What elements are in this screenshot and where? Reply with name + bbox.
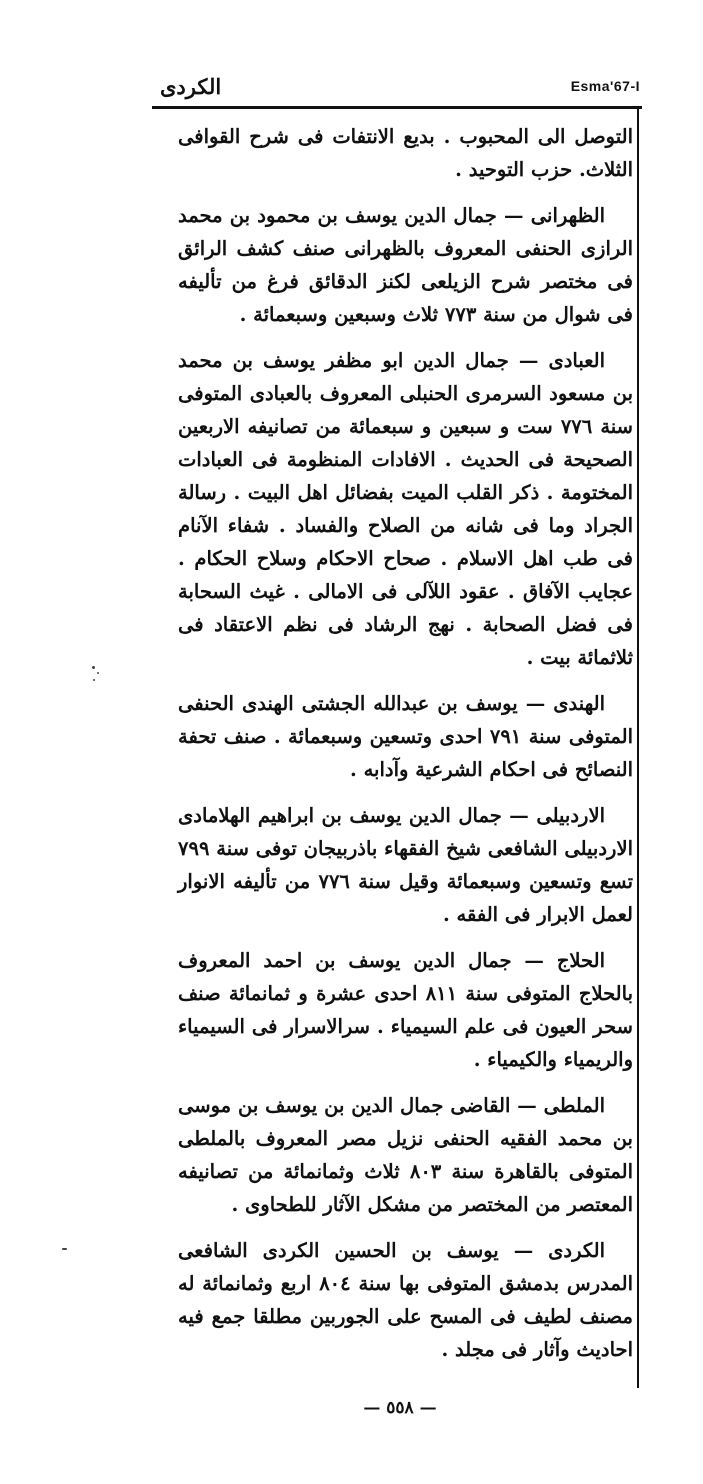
running-head: الكردى <box>160 74 222 99</box>
scan-speck <box>92 666 95 669</box>
page-number: — ٥٥٨ — <box>363 1398 437 1418</box>
entry-hindi: الهندى — يوسف بن عبدالله الجشتى الهندى الحنفى المتوفى سنة ٧٩١ احدى وتسعين وسبعمائة . صنف تحفة النصائح فى احكام الشرعية وآدابه . <box>178 692 633 781</box>
header-rule <box>152 106 642 109</box>
entry-ardabili: الاردبيلى — جمال الدين يوسف بن ابراهيم الهلامادى الاردبيلى الشافعى شيخ الفقهاء باذربيجان توفى سنة ٧٩٩ تسع وتسعين وسبعمائة وقيل سنة ٧٧٦ من تأليفه الانوار لعمل الابرار فى الفقه . <box>178 804 633 926</box>
entry-kurdi: الكردى — يوسف بن الحسين الكردى الشافعى المدرس بدمشق المتوفى بها سنة ٨٠٤ اربع وثمانمائة له مصنف لطيف فى المسح على الجوربين مطلقا جمع فيه احاديث وآثار فى مجلد . <box>178 1239 633 1361</box>
entry-continuation: التوصل الى المحبوب . بديع الانتفات فى شرح القوافى الثلاث. حزب التوحيد . <box>178 125 633 181</box>
scan-speck <box>93 679 95 681</box>
body-text <box>178 120 633 1366</box>
entry-malati: الملطى — القاضى جمال الدين بن يوسف بن موسى بن محمد الفقيه الحنفى نزيل مصر المعروف بالملطى المتوفى بالقاهرة سنة ٨٠٣ ثلاث وثمانمائة من تصانيفه المعتصر من المختصر من مشكل الآثار للطحاوى . <box>178 1094 633 1216</box>
page-header <box>150 74 642 102</box>
entry-zahrani: الظهرانى — جمال الدين يوسف بن محمود بن محمد الرازى الحنفى المعروف بالظهرانى صنف كشف الرائق فى مختصر شرح الزيلعى لكنز الدقائق فرغ من تأليفه فى شوال من سنة ٧٧٣ ثلاث وسبعين وسبعمائة . <box>178 204 633 326</box>
catalog-code: Esma'67-I <box>570 78 640 94</box>
entry-hallaj: الحلاج — جمال الدين يوسف بن احمد المعروف بالحلاج المتوفى سنة ٨١١ احدى عشرة و ثمانمائة صنف سحر العيون فى علم السيمياء . سرالاسرار فى السيمياء والريمياء والكيمياء . <box>178 949 633 1071</box>
scan-speck <box>62 1248 67 1250</box>
entry-abbadi: العبادى — جمال الدين ابو مظفر يوسف بن محمد بن مسعود السرمرى الحنبلى المعروف بالعبادى المتوفى سنة ٧٧٦ ست و سبعين و سبعمائة من تصانيفه الاربعين الصحيحة فى الحديث . الافادات المنظومة فى العبادات المختومة . ذكر القلب الميت بفضائل اهل البيت . رسالة الجراد وما فى شانه من الصلاح والفساد . شفاء الآنام فى طب اهل الاسلام . صحاح الاحكام وسلاح الحكام . عجايب الآفاق . عقود اللآلى فى الامالى . غيث السحابة فى فضل الصحابة . نهج الرشاد فى نظم الاعتقاد فى ثلاثمائة بيت . <box>178 349 633 669</box>
scan-speck <box>97 672 99 674</box>
margin-rule <box>637 106 639 1388</box>
